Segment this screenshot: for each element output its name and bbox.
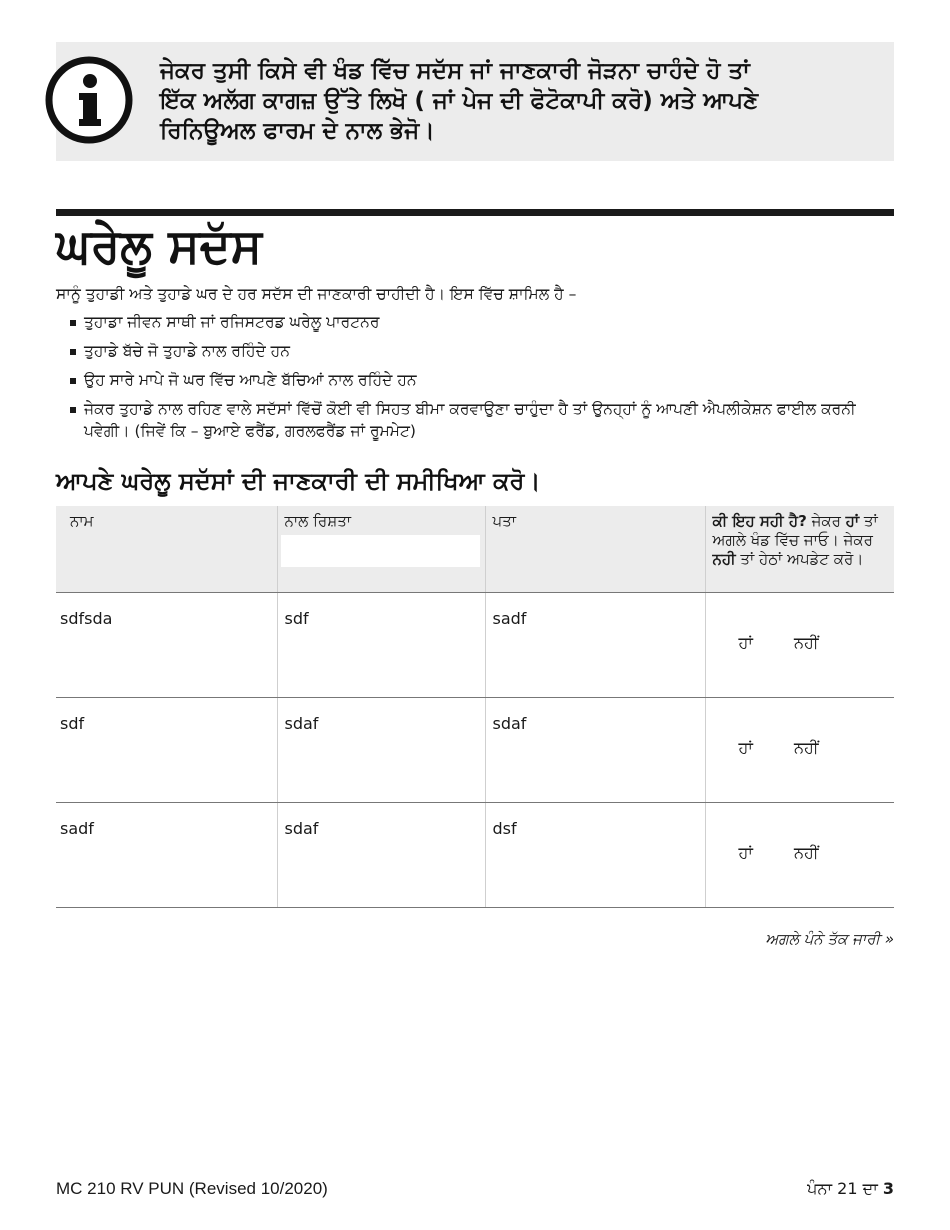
member-name: sadf: [56, 802, 277, 907]
choice-no[interactable]: ਨਹੀਂ: [793, 842, 819, 862]
relation-header-blank: [281, 535, 480, 567]
household-members-table: [56, 506, 894, 908]
form-id: MC 210 RV PUN (Revised 10/2020): [56, 1179, 328, 1198]
section-divider: [56, 209, 894, 216]
column-header-address: ਪਤਾ: [485, 506, 705, 592]
member-types-list: [70, 311, 894, 449]
list-item: ਉਹ ਸਾਰੇ ਮਾਪੇ ਜੋ ਘਰ ਵਿੱਚ ਆਪਣੇ ਬੱਚਿਆਂ ਨਾਲ ਰਹਿੰਦੇ ਹਨ: [70, 369, 894, 391]
table-row: [56, 697, 894, 802]
correct-choice-cell: [705, 592, 894, 697]
list-item: ਜੇਕਰ ਤੁਹਾਡੇ ਨਾਲ ਰਹਿਣ ਵਾਲੇ ਸਦੱਸਾਂ ਵਿੱਚੋਂ ਕੋਈ ਵੀ ਸਿਹਤ ਬੀਮਾ ਕਰਵਾਉਣਾ ਚਾਹੁੰਦਾ ਹੈ ਤਾਂ ਉਨਹ੍ਹਾਂ ਨੂੰ ਆਪਣੀ ਐਪਲੀਕੇਸ਼ਨ ਫਾਈਲ ਕਰਨੀ ਪਵੇਗੀ। (ਜਿਵੇਂ ਕਿ – ਬੁਆਏ ਫਰੈਂਡ, ਗਰਲਫਰੈਂਡ ਜਾਂ ਰੂਮਮੇਟ): [70, 398, 894, 442]
choice-yes[interactable]: ਹਾਂ: [738, 842, 753, 862]
list-item: ਤੁਹਾਡਾ ਜੀਵਨ ਸਾਥੀ ਜਾਂ ਰਜਿਸਟਰਡ ਘਰੇਲੂ ਪਾਰਟਨਰ: [70, 311, 894, 333]
member-name: sdfsda: [56, 592, 277, 697]
page-number: ਪੰਨਾ 21 ਦਾ 3: [807, 1179, 894, 1198]
correct-choice-cell: [705, 802, 894, 907]
table-row: [56, 802, 894, 907]
table-row: [56, 592, 894, 697]
column-header-relation: ਨਾਲ ਰਿਸ਼ਤਾ: [277, 506, 485, 592]
notice-box: [56, 42, 894, 161]
section-intro: ਸਾਨੂੰ ਤੁਹਾਡੀ ਅਤੇ ਤੁਹਾਡੇ ਘਰ ਦੇ ਹਰ ਸਦੱਸ ਦੀ ਜਾਣਕਾਰੀ ਚਾਹੀਦੀ ਹੈ। ਇਸ ਵਿੱਚ ਸ਼ਾਮਿਲ ਹੈ –: [56, 285, 577, 303]
section-title: ਘਰੇਲੂ ਸਦੱਸ: [56, 219, 262, 274]
list-item: ਤੁਹਾਡੇ ਬੱਚੇ ਜੋ ਤੁਹਾਡੇ ਨਾਲ ਰਹਿੰਦੇ ਹਨ: [70, 340, 894, 362]
choice-no[interactable]: ਨਹੀਂ: [793, 737, 819, 757]
choice-yes[interactable]: ਹਾਂ: [738, 632, 753, 652]
choice-yes[interactable]: ਹਾਂ: [738, 737, 753, 757]
continued-note: ਅਗਲੇ ਪੰਨੇ ਤੱਕ ਜਾਰੀ »: [765, 930, 894, 948]
notice-text: [160, 56, 860, 146]
member-relation: sdf: [277, 592, 485, 697]
table-header-row: [56, 506, 894, 592]
choice-no[interactable]: ਨਹੀਂ: [793, 632, 819, 652]
notice-line: ਰਿਨਿਊਅਲ ਫਾਰਮ ਦੇ ਨਾਲ ਭੇਜੋ।: [160, 118, 435, 144]
review-heading: ਆਪਣੇ ਘਰੇਲੂ ਸਦੱਸਾਂ ਦੀ ਜਾਣਕਾਰੀ ਦੀ ਸਮੀਖਿਆ ਕਰੋ।: [56, 467, 541, 495]
member-relation: sdaf: [277, 802, 485, 907]
column-header-name: ਨਾਮ: [56, 506, 277, 592]
member-address: sdaf: [485, 697, 705, 802]
member-name: sdf: [56, 697, 277, 802]
member-address: sadf: [485, 592, 705, 697]
notice-line: ਜੇਕਰ ਤੁਸੀ ਕਿਸੇ ਵੀ ਖੰਡ ਵਿੱਚ ਸਦੱਸ ਜਾਂ ਜਾਣਕਾਰੀ ਜੋੜਨਾ ਚਾਹੰਦੇ ਹੋ ਤਾਂ: [160, 58, 750, 84]
info-icon: [44, 55, 134, 145]
notice-line: ਇੱਕ ਅਲੱਗ ਕਾਗਜ਼ ਉੱਤੇ ਲਿਖੋ ( ਜਾਂ ਪੇਜ ਦੀ ਫੋਟੋਕਾਪੀ ਕਰੋ) ਅਤੇ ਆਪਣੇ: [160, 88, 759, 114]
member-relation: sdaf: [277, 697, 485, 802]
member-address: dsf: [485, 802, 705, 907]
column-header-correct: ਕੀ ਇਹ ਸਹੀ ਹੈ? ਜੇਕਰ ਹਾਂ ਤਾਂ ਅਗਲੇ ਖੰਡ ਵਿੱਚ ਜਾਓ। ਜੇਕਰ ਨਹੀ ਤਾਂ ਹੇਠਾਂ ਅਪਡੇਟ ਕਰੋ।: [705, 506, 894, 592]
correct-choice-cell: [705, 697, 894, 802]
